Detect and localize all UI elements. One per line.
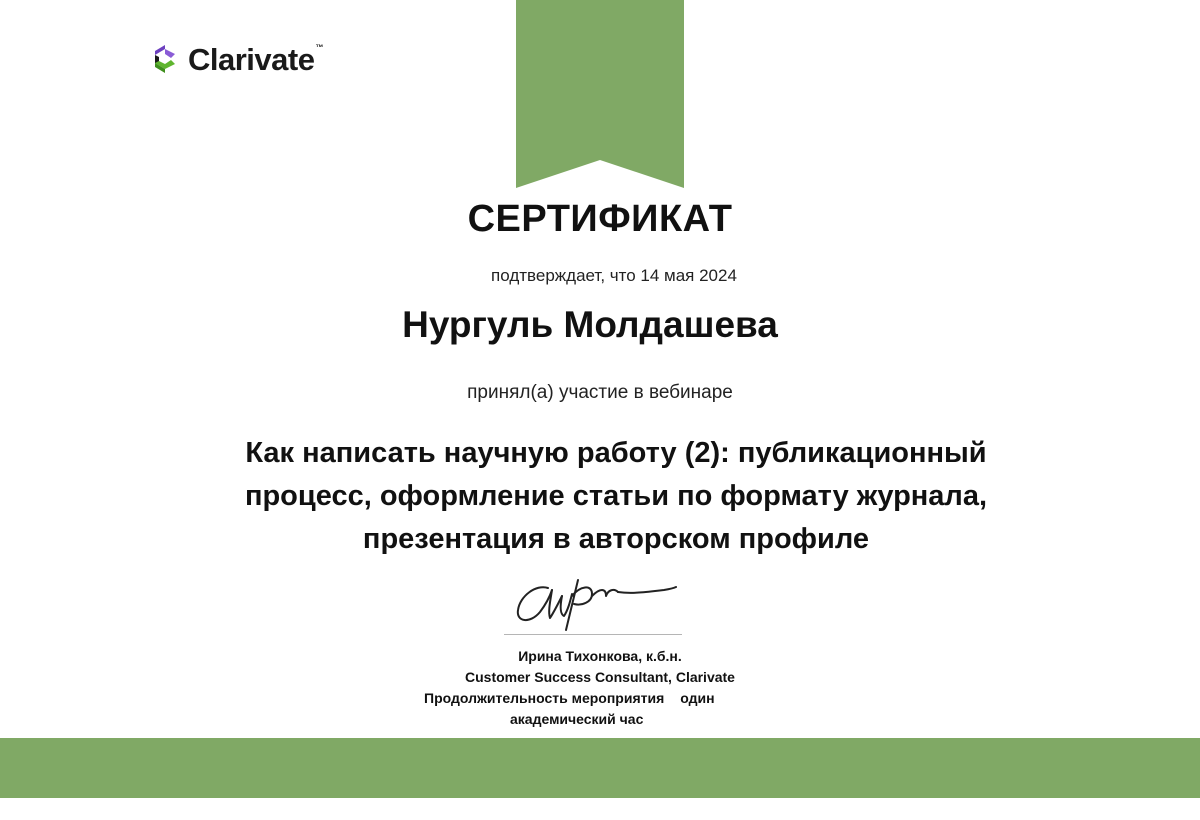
bottom-green-band [0, 738, 1200, 798]
confirmation-text: подтверждает, что 14 мая 2024 [491, 266, 737, 285]
trademark-symbol: ™ [315, 42, 324, 52]
clarivate-logo [148, 42, 323, 76]
certificate-title: СЕРТИФИКАТ [467, 198, 733, 240]
signer-role: Customer Success Consultant, Clarivate [465, 669, 735, 685]
signature-line [504, 634, 682, 635]
handwritten-signature [506, 566, 686, 634]
clarivate-c-mark-icon [148, 42, 182, 76]
duration-row [424, 688, 715, 709]
webinar-title-line: презентация в авторском профиле [362, 523, 870, 555]
duration-unit: академический час [510, 711, 644, 727]
duration-label: Продолжительность мероприятия [424, 690, 665, 706]
recipient-name: Нургуль Молдашева [402, 304, 778, 345]
participation-text: принял(а) участие в вебинаре [467, 382, 733, 403]
green-ribbon [516, 0, 684, 188]
webinar-title-line: Как написать научную работу (2): публикационный [245, 437, 987, 469]
signer-name: Ирина Тихонкова, к.б.н. [518, 648, 682, 664]
duration-value: один [680, 690, 715, 706]
brand-name: Clarivate [188, 41, 315, 77]
webinar-title-line: процесс, оформление статьи по формату журнала, [244, 480, 988, 512]
webinar-title [16, 432, 1200, 561]
